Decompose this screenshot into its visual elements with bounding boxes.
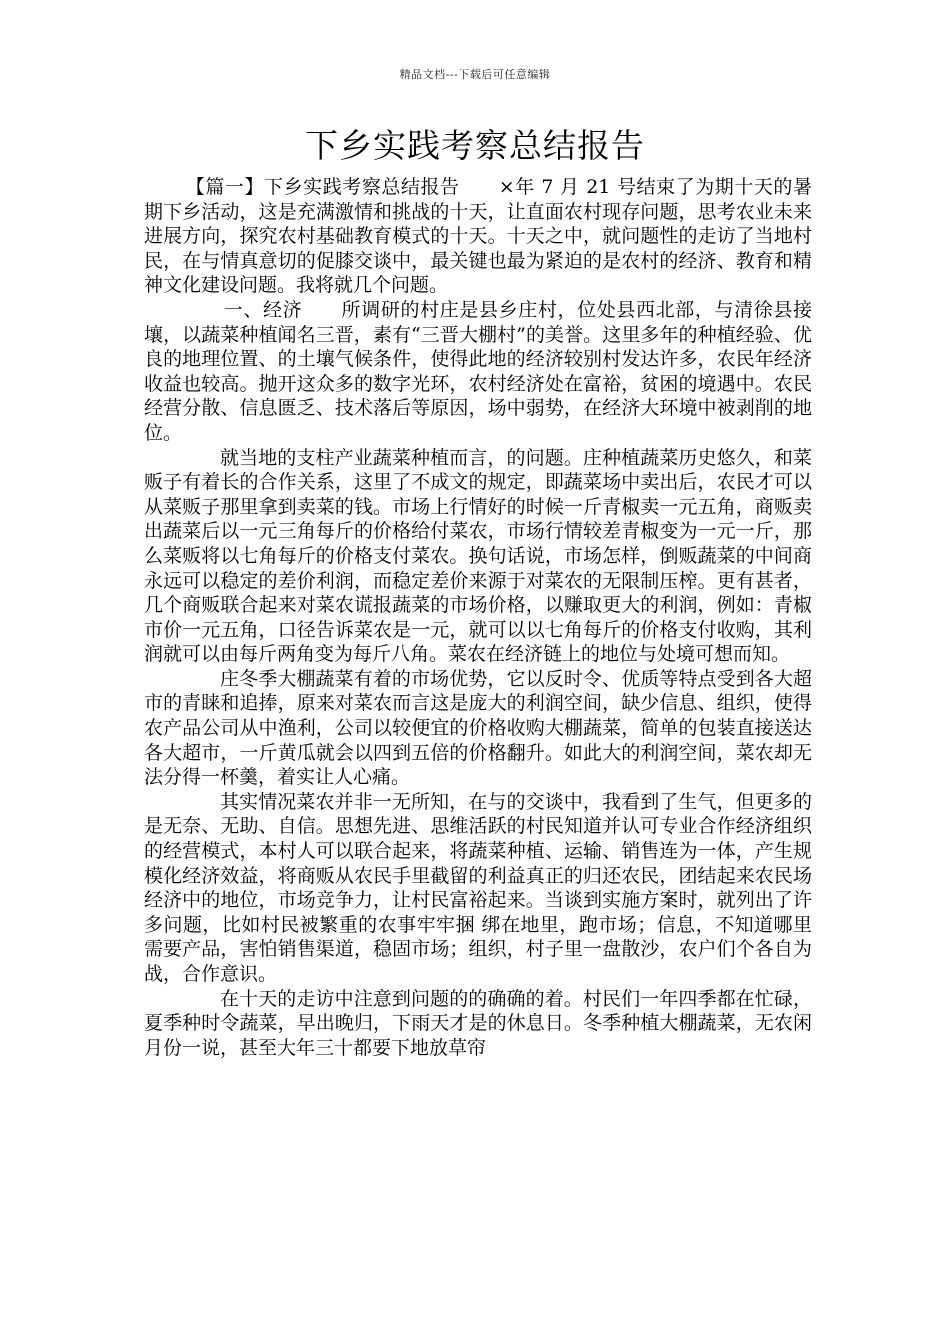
paragraph-intro: 【篇一】下乡实践考察总结报告 ×年 7 月 21 号结束了为期十天的暑期下乡活动，这是充满激情和挑战的十天，让直面农村现存问题，思考农业未来进展方向，探究农村基础教育模式的十天。十天之中，就问题性的走访了当地村民，在与情真意切的促膝交谈中，最关键也最为紧迫的是农村的经济、教育和精神文化建设问题。我将就几个问题。 [144, 176, 812, 297]
paragraph-economy: 一、经济 所调研的村庄是县乡庄村，位处县西北部，与清徐县接壤，以蔬菜种植闻名三晋，素有“三晋大棚村”的美誉。这里多年的种植经验、优良的地理位置、的土壤气候条件，使得此地的经济较别村发达许多，农民年经济收益也较高。抛开这众多的数字光环，农村经济处在富裕，贫困的境遇中。农民经营分散、信息匮乏、技术落后等原因，场中弱势，在经济大环境中被剥削的地位。 [144, 298, 812, 444]
header-note: 精品文档---下载后可任意编辑 [399, 68, 551, 81]
paragraph-greenhouse: 庄冬季大棚蔬菜有着的市场优势，它以反时令、优质等特点受到各大超市的青睐和追捧，原来对菜农而言这是庞大的利润空间，缺少信息、组织，使得农产品公司从中渔利，公司以较便宜的价格收购大棚蔬菜，简单的包装直接送达各大超市，一斤黄瓜就会以四到五倍的价格翻升。如此大的利润空间，菜农却无法分得一杯羹，着实让人心痛。 [144, 667, 812, 789]
paragraph-vegetable-trade: 就当地的支柱产业蔬菜种植而言，的问题。庄种植蔬菜历史悠久，和菜贩子有着长的合作关系，这里了不成文的规定，即蔬菜场中卖出后，农民才可以从菜贩子那里拿到卖菜的钱。市场上行情好的时候一斤青椒卖一元五角，商贩卖出蔬菜后以一元三角每斤的价格给付菜农，市场行情较差青椒变为一元一斤，那么菜贩将以七角每斤的价格支付菜农。换句话说，市场怎样，倒贩蔬菜的中间商永远可以稳定的差价利润，而稳定差价来源于对菜农的无限制压榨。更有甚者，几个商贩联合起来对菜农谎报蔬菜的市场价格，以赚取更大的利润，例如：青椒市价一元五角，口径告诉菜农是一元，就可以以七角每斤的价格支付收购，其利润就可以由每斤两角变为每斤八角。菜农在经济链上的地位与处境可想而知。 [144, 446, 812, 666]
paragraph-observation: 在十天的走访中注意到问题的的确确的着。村民们一年四季都在忙碌，夏季种时令蔬菜，早出晚归，下雨天才是的休息日。冬季种植大棚蔬菜，无农闲月份一说，甚至大年三十都要下地放草帘 [144, 987, 812, 1059]
paragraph-cooperation: 其实情况菜农并非一无所知，在与的交谈中，我看到了生气，但更多的是无奈、无助、自信。思想先进、思维活跃的村民知道并认可专业合作经济组织的经营模式，本村人可以联合起来，将蔬菜种植、运输、销售连为一体，产生规模化经济效益，将商贩从农民手里截留的利益真正的归还农民，团结起来农民场经济中的地位，市场竞争力，让村民富裕起来。当谈到实施方案时，就列出了许多问题，比如村民被繁重的农事牢牢捆 绑在地里，跑市场；信息，不知道哪里需要产品，害怕销售渠道，稳固市场；组织，村子里一盘散沙，农户们个各自为战，合作意识。 [144, 790, 812, 985]
document-body [144, 175, 812, 1060]
document-title: 下乡实践考察总结报告 [305, 126, 645, 165]
